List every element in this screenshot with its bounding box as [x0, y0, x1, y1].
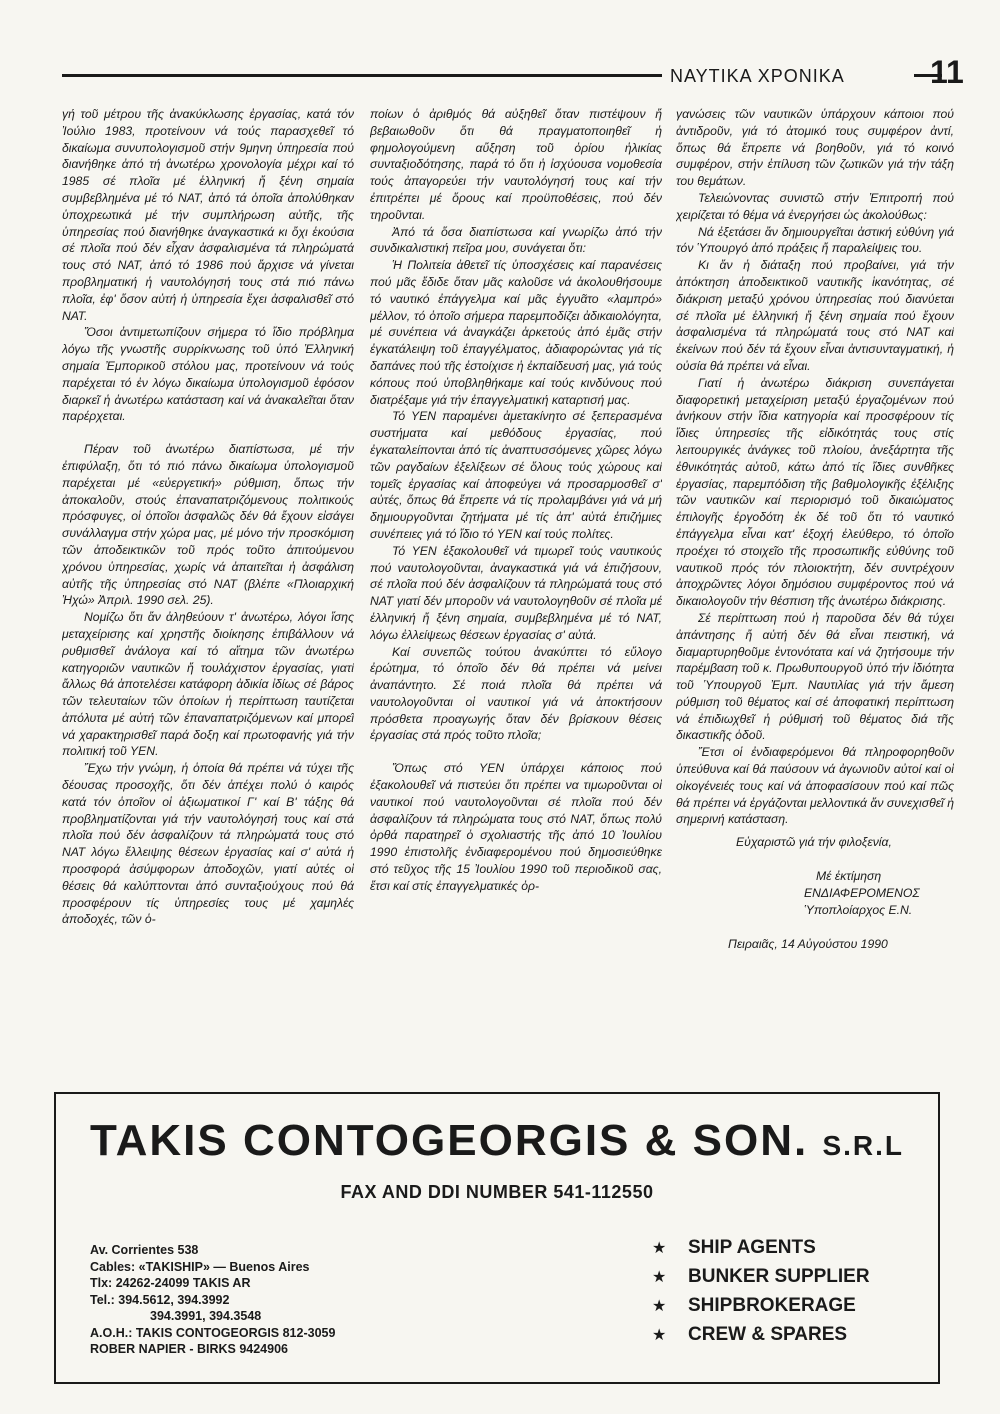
service-item	[652, 1263, 922, 1292]
article-column-1	[62, 106, 354, 1071]
company-suffix: S.R.L	[822, 1130, 904, 1161]
paragraph: Νομίζω ὅτι ἄν ἀληθεύουν τ' ἀνωτέρω, λόγοι ἴσης μεταχείρισης καί χρηστῆς διοίκησης ἐπιβάλλουν νά ρυθμισθεῖ ἀνάλογα καί τό αἴτημα τῶν ἀνωτέρω κατηγοριῶν ναυτικῶν ἤ τουλάχιστον ἐργασίας, γιατί ἄλλως θά ἀποτελέσει κατάφορη ἀδικία ἰδίως σέ βάρος τῶν τελευταίων τῶν ὁποίων ἡ περίπτωση ταυτίζεται ἀπόλυτα μέ αὐτή τῶν ἐπαναπατριζόμενων καί μπορεῖ νά χαρακτηρισθεῖ παρά δοξη καί πρωτοφανής γιά τήν πολιτική τοῦ ΥΕΝ.	[62, 610, 354, 759]
advertisement-box	[54, 1092, 940, 1384]
signoff: Μέ ἐκτίμηση	[816, 869, 882, 884]
paragraph: Καί συνεπῶς τούτου ἀνακύπτει τό εὔλογο ἐρώτημα, τό ὁποῖο δέν θά πρέπει νά μείνει ἀναπάντητο. Σέ ποιά πλοῖα θά πρέπει νά ναυτολογοῦνται οἱ ναυτικοί γιά νά ἀποκτήσουν πρόσθετα προαγωγής ὅταν δέν βρίσκουν θέσεις ἐργασίας στά πρός τοῦτο πλοῖα;	[370, 644, 662, 743]
service-label: BUNKER SUPPLIER	[688, 1266, 870, 1287]
star-icon: ★	[652, 1240, 667, 1257]
service-item	[652, 1321, 922, 1350]
service-item	[652, 1234, 922, 1263]
ad-contacts	[90, 1242, 450, 1358]
paragraph: Τελειώνοντας συνιστῶ στήν Ἐπιτροπή πού χειρίζεται τό θέμα νά ἐνεργήσει ὡς ἀκολούθως:	[676, 190, 954, 222]
service-label: SHIP AGENTS	[688, 1237, 816, 1258]
contact-line: Tlx: 24262-24099 TAKIS AR	[90, 1276, 251, 1290]
paragraph: Νά ἐξετάσει ἄν δημιουργεῖται ἀστική εὐθύνη γιά τόν Ὑπουργό ἀπό πράξεις ἤ παραλείψεις του.	[676, 224, 954, 256]
paragraph: Τό ΥΕΝ παραμένει ἀμετακίνητο σέ ξεπερασμένα συστήματα καί μεθόδους ἐργασίας, πού ἐγκαταλείπονται ἀπό τίς ἀναπτυσσόμενες χῶρες λόγω τῶν ραγδαίων ἐξελίξεων σέ ὅλους τούς χώρους καί τομεῖς ἐργασίας καί ἀποφεύγει νά προσαρμοσθεῖ σ' αὐτές, ὅπως θά ἔπρεπε νά τίς προλαμβάνει γιά νά μή δημιουργοῦνται ζητήματα μέ τίς ἀπ' αὐτά ἐπιζήμιες συνέπειες γιά τό ἴδιο τό ΥΕΝ καί τούς πολίτες.	[370, 409, 662, 541]
contact-line: ROBER NAPIER - BIRKS 9424906	[90, 1342, 288, 1356]
page-number: 11	[930, 54, 964, 90]
paragraph: Τό ΥΕΝ ἐξακολουθεῖ νά τιμωρεῖ τούς ναυτικούς πού ναυτολογοῦνται, ἀναγκαστικά γιά νά ἐπιζήσουν, σέ πλοῖα πού δέν ἀσφαλίζουν τά πληρώματά τους στό ΝΑΤ γιατί δέν μποροῦν νά ναυτολογηθοῦν σέ πλοῖα μέ ἑλληνική ἤ ξένη σημαία, συμβεβλημένα μέ τό ΝΑΤ, λόγω ἐλλείψεως θέσεων ἐργασίας σ' αὐτά.	[370, 543, 662, 642]
star-icon: ★	[652, 1269, 667, 1286]
header-rule-right	[914, 74, 942, 77]
paragraph: Ἡ Πολιτεία ἀθετεῖ τίς ὑποσχέσεις καί παρανέσεις πού μᾶς ἔδιδε ὅταν μᾶς καλοῦσε νά ἀκολουθήσουμε τό ναυτικό ἐπάγγελμα καί μᾶς ἐγγυᾶτο «λαμπρό» μέλλον, τό ὁποῖο σήμερα παρεμποδίζει ἀδικαιολόγητα, μέ συνέπεια νά ἀναγκάζει ἀρκετούς ἀπό ἐμᾶς στήν ἐγκατάλειψη τοῦ ἐπαγγέλματος, ἀδιαφορώντας γιά τίς δαπάνες πού τῆς ἐστοίχισε ἡ ἐκπαίδευσή μας, γιά τούς κόπους πού ὑποβληθήκαμε καί τούς κινδύνους πού διατρέξαμε γιά τήν ἐπαγγελματική καταρτισή μας.	[370, 258, 662, 407]
paragraph: γανώσεις τῶν ναυτικῶν ὑπάρχουν κάποιοι πού ἀντιδροῦν, γιά τό ἀτομικό τους συμφέρον ἀντί, ὅπως θά ἔπρεπε νά βοηθοῦν, γιά τό κοινό συμφέρον, στήν ἐπίλυση τῶν ζωτικῶν γιά τήν τάξη του θεμάτων.	[676, 107, 954, 189]
contact-line: A.O.H.: TAKIS CONTOGEORGIS 812-3059	[90, 1325, 336, 1340]
paragraph: Ὅσοι ἀντιμετωπίζουν σήμερα τό ἴδιο πρόβλημα λόγω τῆς γνωστῆς συρρίκνωσης τοῦ ὑπό Ἑλληνική σημαία Ἐμπορικοῦ στόλου μας, προτείνουν νά τούς παρέχεται τό ἐν λόγω δικαίωμα ὑπολογισμοῦ ἐφόσον διαρκεῖ ἡ ἀνωτέρω κατάσταση καί νά ἀνακαλεῖται ὅταν παρέρχεται.	[62, 325, 354, 424]
service-label: CREW & SPARES	[688, 1324, 848, 1345]
paragraph: Ἔτσι οἱ ἐνδιαφερόμενοι θά πληροφορηθοῦν ὑπεύθυνα καί θά παύσουν νά ἀγωνιοῦν αὐτοί καί οἱ οἰκογένειές τους καί νά ἀποφασίσουν πού καί πῶς θά πρέπει νά ἐργάζονται μελλοντικά ἄν συνεχισθεῖ ἡ σημερινή κατάσταση.	[676, 745, 954, 827]
ad-fax-number: FAX AND DDI NUMBER 541-112550	[340, 1182, 654, 1202]
company-name: TAKIS CONTOGEORGIS & SON.	[89, 1116, 809, 1165]
place-date: Πειραιᾶς, 14 Αὐγούστου 1990	[728, 937, 888, 952]
paragraph: Κι ἄν ἡ διάταξη πού προβαίνει, γιά τήν ἀπόκτηση ἀποδεικτικοῦ ναυτικῆς ἱκανότητας, σέ διάκριση μεταξύ χρόνου ὑπηρεσίας πού διανύεται σέ πλοῖα μέ ἑλληνική ἤ ξένη σημαία πού ἔχουν ἀσφαλισμένα τά πληρώματά τους στό ΝΑΤ καί ἐκείνων πού δέν τά ἔχουν εἶναι ἀντισυνταγματική, ἡ οὐσία θά πρέπει νά εἶναι.	[676, 258, 954, 373]
magazine-title: ΝΑΥΤΙΚΑ ΧΡΟΝΙΚΑ	[670, 66, 845, 86]
page-header	[62, 54, 964, 92]
paragraph: Ὅπως στό ΥΕΝ ὑπάρχει κάποιος πού ἐξακολουθεῖ νά πιστεύει ὅτι πρέπει να τιμωροῦνται οἱ ναυτικοί πού ναυτολογοῦνται σέ πλοῖα πού δέν ἀσφαλίζουν τά πληρώματα τους στό ΝΑΤ, ὅπως πολύ ὀρθά παρατηρεῖ ὁ σχολιαστής τῆς ἀπό 10 Ἰουλίου 1990 ἐπιστολῆς ἐνδιαφερομένου πού δημοσιεύθηκε στό τεῦχος τῆς 15 Ἰουλίου 1990 τοῦ περιοδικοῦ σας, ἔτσι καί στίς ἐπαγγελματικές ὀρ-	[370, 761, 662, 893]
paragraph: Πέραν τοῦ ἀνωτέρω διαπίστωσα, μέ τήν ἐπιφύλαξη, ὅτι τό πιό πάνω δικαίωμα ὑπολογισμοῦ παρέχεται μέ «εὐεργετική» ρύθμιση, ὅπως τήν ἀποκαλοῦν, στούς ἐπαναπατριζόμενους πολιτικούς πρόσφυγες, οἱ ὁποῖοι ἀσφαλῶς δέν θά ἔχουν εἰσάγει συνάλλαγμα στήν χώρα μας, μέ μόνο τήν προσκόμιση τῶν ἀποδεικτικῶν τοῦ πρός τοῦτο ἀπιτούμενου χρόνου ὑπηρεσίας, χωρίς νά ἀπαιτεῖται ἡ ἀσφάλιση αὐτῆς τῆς ὑπηρεσίας στό ΝΑΤ (βλέπε «Πλοιαρχική Ἠχώ» Ἀπριλ. 1990 σελ. 25).	[62, 442, 354, 608]
ad-company-name	[56, 1116, 938, 1166]
service-item	[652, 1292, 922, 1321]
paragraph: Γιατί ἡ ἀνωτέρω διάκριση συνεπάγεται διαφορετική μεταχείριση μεταξύ ἐργαζομένων πού ἀνήκουν στήν ἴδια κατηγορία καί προσφέρουν τίς ἴδιες ὑπηρεσίες τῆς εἰδικότητάς τους στίς λειτουργικές ἀνάγκες τοῦ πλοίου, ἀνεξάρτητα τῆς ἐθνικότητάς αὐτοῦ, κάτω ἀπό τίς ἴδιες συνθῆκες ἐργασίας, παρεμπόδιση τῆς βαθμολογικῆς ἐξέλιξης τῶν ναυτικῶν καί περιορισμό τοῦ δικαιώματος ἐπιλογῆς ἐργοδότη ἐκ δέ τοῦ ὅτι τό ναυτικό ἐπάγγελμα εἶναι κατ' ἐξοχή ἐλεύθερο, τό ὁποῖο προέχει τό στοιχεῖο τῆς προσωπικῆς εὐθύνης τοῦ ναυτικοῦ πρός τόν πλοιοκτήτη, δέν συντρέχουν ἀποχρῶντες λόγοι δημόσιου συμφέροντος πού νά δικαιολογοῦν τήν θέσπιση τῆς ἀνωτέρω διάκρισης.	[676, 375, 954, 609]
star-icon: ★	[652, 1298, 667, 1315]
service-label: SHIPBROKERAGE	[688, 1295, 856, 1316]
closing-line: Εὐχαριστῶ γιά τήν φιλοξενία,	[736, 835, 892, 850]
paragraph: Ἔχω τήν γνώμη, ἡ ὁποία θά πρέπει νά τύχει τῆς δέουσας προσοχῆς, ὅτι δέν ἀπέχει πολύ ὁ καιρός κατά τόν ὁποῖον οἱ ἀξιωματικοί Γ' καί Β' τάξης θά προβληματίζονται γιά τήν ναυτολόγησή τους καί στά πλοῖα πού δέν ἀσφαλίζουν τά πληρώματά τους στό ΝΑΤ λόγω ἔλλειψης θέσεων ἐργασίας καί σ' αὐτά ἡ προσφορά ἀσύμφορων ἀποδοχῶν, γιατί αὐτές οἱ θέσεις θά καλύπτονται ἀπό συνταξιούχους πού θά προσφέρουν τίς ὑπηρεσίες τους μέ χαμηλές ἀποδοχές, τῶν ὁ-	[62, 761, 354, 927]
signer-title: Ὑποπλοίαρχος Ε.Ν.	[804, 903, 913, 918]
article-column-2	[370, 106, 662, 1071]
contact-line: Cables: «TAKISHIP» — Buenos Aires	[90, 1259, 310, 1274]
star-icon: ★	[652, 1327, 667, 1344]
article-column-3	[676, 106, 954, 1071]
header-rule-left	[62, 74, 662, 77]
paragraph: Σέ περίπτωση πού ἡ παροῦσα δέν θά τύχει ἀπάντησης ἤ αὐτή δέν θά εἶναι πειστική, νά διαμαρτυρηθοῦμε ἐντονότατα καί νά ζητήσουμε τήν παρέμβαση τοῦ κ. Πρωθυπουργοῦ ὑπό τήν ἰδιότητα τοῦ Ὑπουργοῦ Ἐμπ. Ναυτιλίας γιά τήν ἄμεση ρύθμιση τοῦ θέματος καί σέ ἀποφατική περίπτωση νά ἐπιδιωχθεῖ ἡ ρύθμισή τοῦ θέματος διά τῆς δικαστικῆς ὁδοῦ.	[676, 610, 954, 743]
signature-block	[676, 834, 954, 953]
signer-name: ΕΝΔΙΑΦΕΡΟΜΕΝΟΣ	[804, 886, 920, 901]
contact-line: 394.3991, 394.3548	[150, 1309, 262, 1323]
paragraph: γή τοῦ μέτρου τῆς ἀνακύκλωσης ἐργασίας, κατά τόν Ἰούλιο 1983, προτείνουν νά τούς παρασχεθεῖ τό δικαίωμα συνυπολογισμοῦ στήν 9μηνη ὑπηρεσία πού διανήθηκε ἀπό τή ἀνωτέρω χρονολογία μέχρι καί τό 1985 σέ πλοῖα μέ ἑλληνική ἤ ξένη σημαία συμβεβλημένα μέ τό ΝΑΤ, ἀπό τά ὁποῖα ἀπολύθηκαν ὑποχρεωτικά μέ τήν συμπλήρωση αὐτῆς, τῆς ὑπηρεσίας πού διανήθηκε ἀναγκαστικά κι ὄχι ἑκούσια σέ πλοῖα πού δέν εἶχαν ἀσφαλισμένα τά πληρώματά τους στό ΝΑΤ, ἀπό τό 1986 πού ἄρχισε νά γίνεται προβληματική ἡ ναυτολόγησή τους στά πιό πάνω πλοῖα, ἐφ' ὅσον αὐτή ἡ ὑπηρεσία ἔχει ἀσφαλισθεῖ στό ΝΑΤ.	[62, 107, 354, 323]
paragraph: ποίων ὁ ἀριθμός θά αὐξηθεῖ ὅταν πιστέψουν ἤ βεβαιωθοῦν ὅτι θά πραγματοποιηθεῖ ἡ φημολογούμενη αὔξηση τοῦ ὁρίου ἡλικίας συνταξιοδότησης, παρά τό ὅτι ἡ ἰσχύουσα νομοθεσία τούς ἀπαγορεύει τήν ναυτολόγησή τους καί τήν ἐπιτρέπει μέ ὅρους καί προϋποθέσεις, πού δέν τηροῦνται.	[370, 107, 662, 222]
contact-line: Tel.: 394.5612, 394.3992	[90, 1292, 230, 1307]
contact-line: Av. Corrientes 538	[90, 1243, 199, 1257]
ad-services	[652, 1234, 922, 1350]
paragraph: Ἀπό τά ὅσα διαπίστωσα καί γνωρίζω ἀπό τήν συνδικαλιστική πεῖρα μου, συνάγεται ὅτι:	[370, 224, 662, 256]
